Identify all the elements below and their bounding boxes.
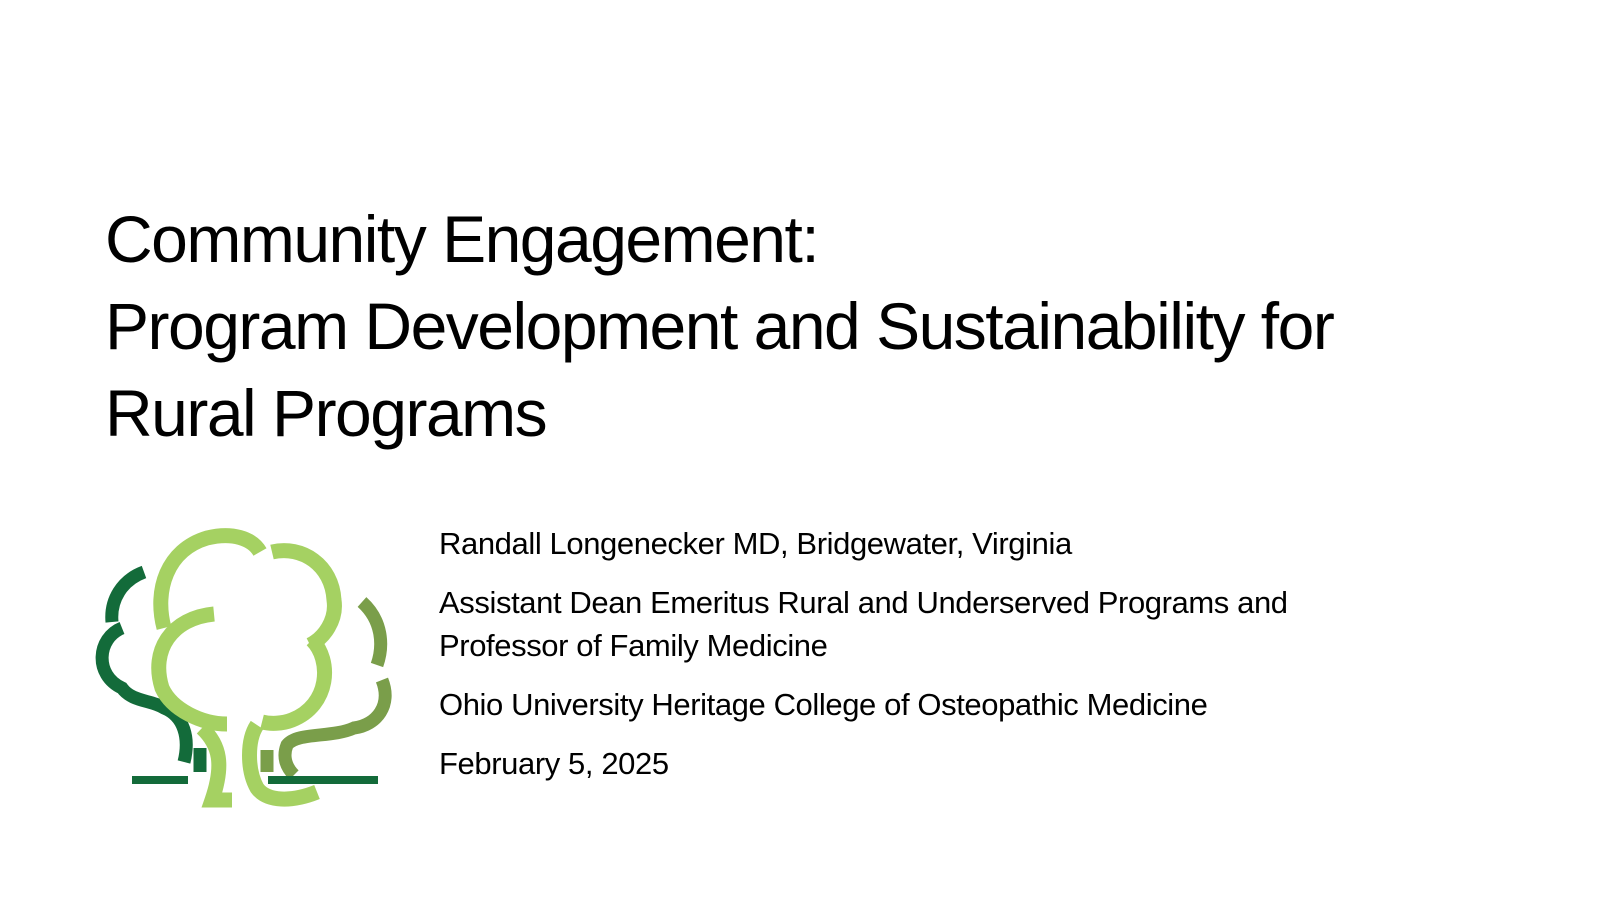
slide-title [105, 196, 1585, 457]
presentation-date: February 5, 2025 [439, 746, 669, 781]
tree-logo-icon [92, 510, 392, 810]
slide-subtitle [439, 522, 1499, 801]
title-line-2: Program Development and Sustainability for [105, 289, 1334, 363]
title-line-3: Rural Programs [105, 376, 547, 450]
role-line-1: Assistant Dean Emeritus Rural and Underserved Programs and [439, 585, 1288, 620]
presenter-name: Randall Longenecker MD, Bridgewater, Virginia [439, 526, 1072, 561]
presenter-role [439, 581, 1499, 667]
institution-name: Ohio University Heritage College of Osteopathic Medicine [439, 687, 1208, 722]
role-line-2: Professor of Family Medicine [439, 628, 828, 663]
title-line-1: Community Engagement: [105, 202, 819, 276]
